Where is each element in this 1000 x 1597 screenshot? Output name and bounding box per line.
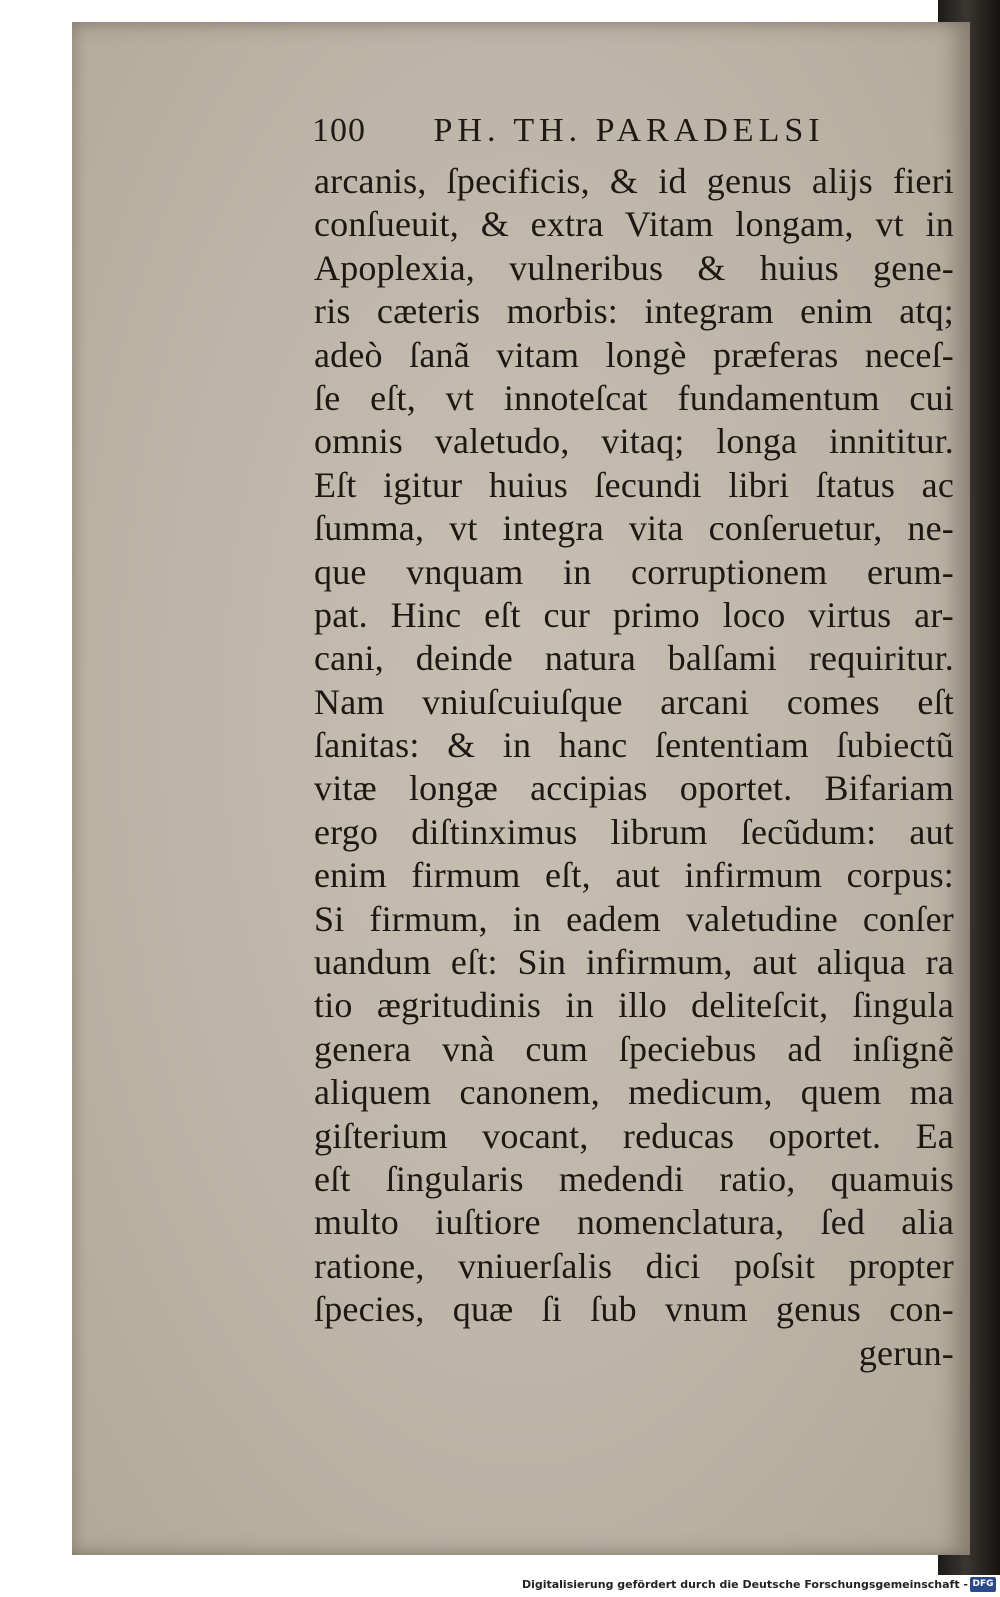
text-line: cani, deinde natura balſami requiritur. <box>314 638 954 679</box>
text-line: conſueuit, & extra Vitam longam, vt in <box>314 204 954 245</box>
text-line: giſterium vocant, reducas oportet. Ea <box>314 1115 954 1156</box>
text-line: enim firmum eſt, aut infirmum corpus: <box>314 855 954 896</box>
text-line: ſumma, vt integra vita conſeruetur, ne- <box>314 508 954 549</box>
text-line: ſanitas: & in hanc ſententiam ſubiectũ <box>314 725 954 766</box>
page-number: 100 <box>312 112 366 149</box>
text-line: ergo diſtinximus librum ſecũdum: aut <box>314 811 954 852</box>
running-head-title: PH. TH. PARADELSI <box>433 112 825 149</box>
text-line: adeò ſanã vitam longè præferas neceſ- <box>314 334 954 375</box>
text-line: Si firmum, in eadem valetudine conſer <box>314 898 954 939</box>
text-line: ſpecies, quæ ſi ſub vnum genus con- <box>314 1289 954 1330</box>
catchword: gerun- <box>858 1332 954 1373</box>
text-line: que vnquam in corruptionem erum- <box>314 551 954 592</box>
text-line: Apoplexia, vulneribus & huius gene- <box>314 247 954 288</box>
text-line: pat. Hinc eſt cur primo loco virtus ar- <box>314 594 954 635</box>
text-line: Eſt igitur huius ſecundi libri ſtatus ac <box>314 464 954 505</box>
running-head <box>312 112 962 156</box>
text-line: ratione, vniuerſalis dici poſsit propter <box>314 1245 954 1286</box>
text-line: eſt ſingularis medendi ratio, quamuis <box>314 1158 954 1199</box>
text-line: tio ægritudinis in illo deliteſcit, ſingula <box>314 985 954 1026</box>
body-text <box>314 160 954 1375</box>
text-line: multo iuſtiore nomenclatura, ſed alia <box>314 1202 954 1243</box>
text-line: omnis valetudo, vitaq; longa innititur. <box>314 421 954 462</box>
text-line: Nam vniuſcuiuſque arcani comes eſt <box>314 681 954 722</box>
text-line: aliquem canonem, medicum, quem ma <box>314 1072 954 1113</box>
text-line: vitæ longæ accipias oportet. Bifariam <box>314 768 954 809</box>
text-line: genera vnà cum ſpeciebus ad inſignẽ <box>314 1028 954 1069</box>
text-line: ſe eſt, vt innoteſcat fundamentum cui <box>314 377 954 418</box>
text-line: uandum eſt: Sin infirmum, aut aliqua ra <box>314 942 954 983</box>
text-line: arcanis, ſpecificis, & id genus alijs fieri <box>314 161 954 201</box>
text-line: ris cæteris morbis: integram enim atq; <box>314 291 954 332</box>
digitization-credit: Digitalisierung gefördert durch die Deutsche Forschungsgemeinschaft - <box>521 1578 968 1591</box>
dfg-logo-icon: DFG <box>970 1577 996 1592</box>
